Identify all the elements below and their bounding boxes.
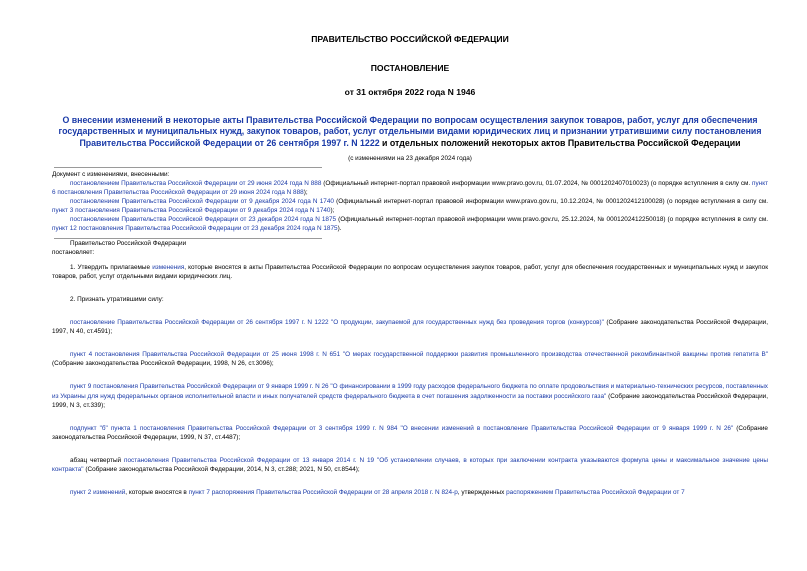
repeal-item-1-text: (Собрание законодательства Российской Федерации, 1997, N 40, ст.4591); <box>52 318 768 336</box>
paragraph-1-a: 1. Утвердить прилагаемые <box>70 263 153 271</box>
amendment-1-link2[interactable]: пункт 6 постановления Правительства Российской Федерации от 29 июня 2024 года N 888 <box>52 180 769 197</box>
body-postanovlyaet: постановляет: <box>52 249 95 257</box>
repeal-item-6 <box>52 488 768 498</box>
amendments-block <box>52 171 768 233</box>
with-changes-note: (с изменениями на 23 декабря 2024 года) <box>348 155 472 163</box>
repeal-item-6-link3[interactable]: распоряжением Правительства Российской Федерации от 7 <box>506 489 685 497</box>
repeal-item-4-text: (Собрание законодательства Российской Федерации, 1999, N 37, ст.4487); <box>52 424 768 442</box>
amendment-2-link2[interactable]: пункт 3 постановления Правительства Российской Федерации от 9 декабря 2024 года N 1740 <box>52 206 331 214</box>
amendments-intro: Документ с изменениями, внесенными: <box>52 171 170 179</box>
amendment-2-end: ); <box>330 206 335 214</box>
repeal-item-3-link[interactable]: пункт 9 постановления Правительства Российской Федерации от 9 января 1999 г. N 26 "О финансировании в 1999 году расходов федерального бюджета по оплате продовольствия и материально-технических ресурсов, поставленных из Украины для нужд федеральных органов исполнительной власти и иных получателей средств федерального бюджета в счет погашения задолженности за поставки российского газа" <box>52 382 768 400</box>
amendment-2 <box>52 198 768 216</box>
amendment-3 <box>52 216 768 234</box>
document-page <box>52 34 768 498</box>
paragraph-1-b: , которые вносятся в акты Правительства Российской Федерации по вопросам осуществления закупок товаров, работ, услуг для обеспечения государственных и муниципальных нужд и закупок товаров, работ, услуг отдельными видами юридических лиц. <box>52 263 768 281</box>
repeal-item-6-link2[interactable]: пункт 7 распоряжения Правительства Российской Федерации от 28 апреля 2018 г. N 824-р <box>188 489 458 497</box>
body-government: Правительство Российской Федерации <box>70 239 187 247</box>
header-date-number: от 31 октября 2022 года N 1946 <box>344 87 476 97</box>
repeal-item-5-text: (Собрание законодательства Российской Федерации, 2014, N 3, ст.288; 2021, N 50, ст.8544); <box>83 466 360 474</box>
title-part2: и отдельных положений некоторых актов Правительства Российской Федерации <box>379 137 741 148</box>
repeal-item-4-link[interactable]: подпункт "б" пункта 1 постановления Правительства Российской Федерации от 3 сентября 1999 г. N 984 "О внесении изменений в постановление Правительства Российской Федерации от 9 января 1999 г. N 26" <box>70 424 734 432</box>
repeal-item-3 <box>52 382 768 411</box>
document-body <box>52 239 768 498</box>
repeal-item-1-link[interactable]: постановление Правительства Российской Федерации от 26 сентября 1997 г. N 1222 "О продукции, закупаемой для государственных нужд без проведения торгов (конкурсов)" <box>70 318 604 326</box>
amendment-2-link[interactable]: постановлением Правительства Российской Федерации от 9 декабря 2024 года N 1740 <box>70 197 334 205</box>
title-part1: О внесении изменений в некоторые акты Правительства Российской Федерации по вопросам осуществления закупок товаров, работ, услуг для обеспечения государственных и муниципальных нужд, закупок товаров, работ, услуг отдельными видами юридических лиц и признании утратившими силу <box>58 115 758 137</box>
amendment-3-link[interactable]: постановлением Правительства Российской Федерации от 23 декабря 2024 года N 1875 <box>70 215 337 223</box>
repeal-item-5 <box>52 456 768 475</box>
repeal-item-2-link[interactable]: пункт 4 постановления Правительства Российской Федерации от 25 июня 1998 г. N 651 "О мерах государственной поддержки развития промышленного производства отечественной рекомбинантной вакцины против гепатита B" <box>70 350 768 358</box>
paragraph-1 <box>52 263 768 282</box>
repeal-item-6-link[interactable]: пункт 2 изменений <box>70 489 126 497</box>
amendment-3-text: (Официальный интернет-портал правовой информации www.pravo.gov.ru, 25.12.2024, № 0001202412250018) (о порядке вступления в силу см. <box>336 215 769 223</box>
repeal-item-5-a: абзац четвертый <box>70 456 125 464</box>
paragraph-1-link[interactable]: изменения <box>152 263 185 271</box>
amendment-1-text: (Официальный интернет-портал правовой информации www.pravo.gov.ru, 01.07.2024, № 0001202407010023) (о порядке вступления в силу см. <box>321 180 753 188</box>
repeal-item-1 <box>52 318 768 337</box>
amendment-2-text: (Официальный интернет-портал правовой информации www.pravo.gov.ru, 10.12.2024, № 0001202412100028) (о порядке вступления в силу см. <box>333 197 768 205</box>
amendment-3-link2[interactable]: пункт 12 постановления Правительства Российской Федерации от 23 декабря 2024 года N 1875 <box>52 224 338 232</box>
title-link[interactable]: постановления Правительства Российской Федерации от 26 сентября 1997 г. N 1222 <box>79 126 762 148</box>
repeal-item-6-a: , которые вносятся в <box>125 489 189 497</box>
amendment-3-end: ). <box>337 224 342 232</box>
repeal-item-3-text: (Собрание законодательства Российской Федерации, 1999, N 3, ст.339); <box>52 392 768 410</box>
repeal-item-2-text: (Собрание законодательства Российской Федерации, 1998, N 26, ст.3096); <box>52 360 274 368</box>
repeal-item-5-link[interactable]: постановления Правительства Российской Федерации от 13 января 2014 г. N 19 "Об установлении случаев, в которых при заключении контракта указываются формула цены и максимальное значение цены контракта" <box>52 456 769 474</box>
repeal-item-6-b: , утвержденных <box>457 489 507 497</box>
paragraph-2: 2. Признать утратившими силу: <box>70 295 164 303</box>
header-doc-type: ПОСТАНОВЛЕНИЕ <box>370 63 450 73</box>
repeal-item-4 <box>52 424 768 443</box>
amendment-1 <box>52 180 768 198</box>
amendment-1-end: ); <box>303 189 308 197</box>
header-government: ПРАВИТЕЛЬСТВО РОССИЙСКОЙ ФЕДЕРАЦИИ <box>311 34 509 44</box>
repeal-item-2 <box>52 350 768 369</box>
amendment-1-link[interactable]: постановлением Правительства Российской Федерации от 29 июня 2024 года N 888 <box>70 180 322 188</box>
divider-top <box>54 167 322 168</box>
document-title <box>52 115 768 149</box>
